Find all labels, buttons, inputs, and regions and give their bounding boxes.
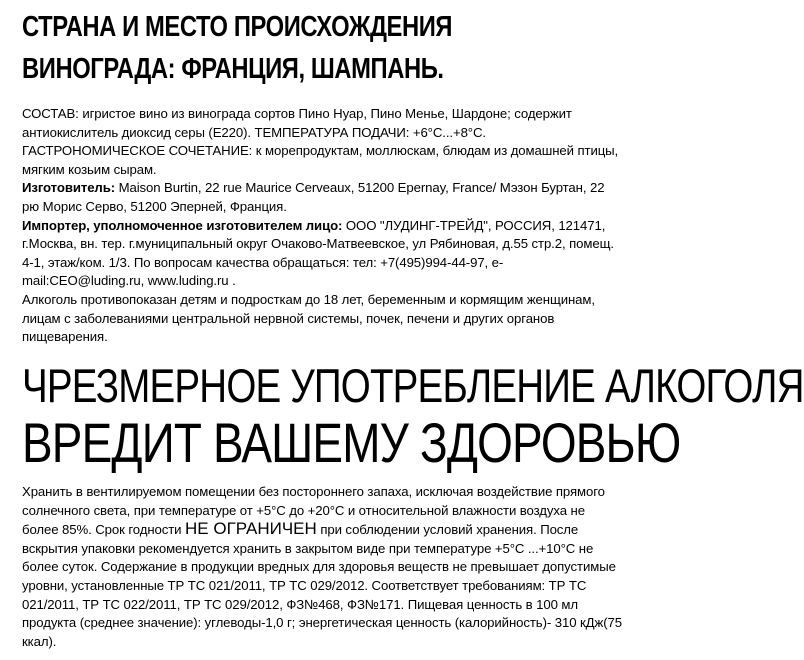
- storage-info-block: [22, 483, 622, 651]
- storage-paragraph: [22, 483, 622, 651]
- storage-text-part1: Хранить в вентилируемом помещении без постороннего запаха, исключая воздействие прямого солнечного света, при температуре от +5°С до +20°С и относительной влажности воздуха не более 85%. Срок годности: [22, 484, 605, 538]
- producer-text: Maison Burtin, 22 rue Maurice Cerveaux, 51200 Epernay, France/ Мэзон Буртан, 22 рю Морис Серво, 51200 Эперней, Франция.: [22, 180, 605, 214]
- shelf-life-emphasis: НЕ ОГРАНИЧЕН: [185, 519, 317, 539]
- producer-label: Изготовитель:: [22, 180, 116, 196]
- importer-text: ООО "ЛУДИНГ-ТРЕЙД", РОССИЯ, 121471, г.Москва, вн. тер. г.муниципальный округ Очаково-Матвеевское, ул Рябиновая, д.55 стр.2, помещ. 4-1, этаж/ком. 1/3. По вопросам качества обращаться: тел: +7(495)994-44-97, e-mail:CEO@luding.ru, www.luding.ru .: [22, 217, 614, 289]
- importer-paragraph: [22, 217, 622, 291]
- origin-heading-line2: ВИНОГРАДА: ФРАНЦИЯ, ШАМПАНЬ.: [22, 53, 444, 85]
- storage-text-part2: при соблюдении условий хранения. После вскрытия упаковки рекомендуется хранить в закрытом виде при температуре +5°С ...+10°С не более суток. Содержание в продукции вредных для здоровья веществ не превышает допустимые уровни, установленные ТР ТС 021/2011, ТР ТС 029/2012. Соответствует требованиям: ТР ТС 021/2011, ТР ТС 022/2011, ТР ТС 029/2012, ФЗ№468, ФЗ№171. Пищевая ценность в 100 мл продукта (среднее значение): углеводы-1,0 г; энергетическая ценность (калорийность)- 310 кДж(75 ккал).: [22, 522, 622, 649]
- origin-heading-line1: СТРАНА И МЕСТО ПРОИСХОЖДЕНИЯ: [22, 11, 453, 43]
- health-warning-line2: ВРЕДИТ ВАШЕМУ ЗДОРОВЬЮ: [22, 411, 681, 474]
- health-warning-line1: ЧРЕЗМЕРНОЕ УПОТРЕБЛЕНИЕ АЛКОГОЛЯ: [22, 359, 804, 412]
- gastronomy-text: ГАСТРОНОМИЧЕСКОЕ СОЧЕТАНИЕ: к морепродуктам, моллюскам, блюдам из домашней птицы, мягким козьим сырам.: [22, 143, 619, 177]
- origin-heading: [22, 6, 514, 90]
- producer-paragraph: [22, 179, 622, 216]
- label-info-block: [22, 105, 622, 347]
- importer-label: Импортер, уполномоченное изготовителем лицо:: [22, 217, 343, 233]
- contraindication-text: Алкоголь противопоказан детям и подросткам до 18 лет, беременным и кормящим женщинам, лицам с заболеваниями центральной нервной системы, почек, печени и других органов пищеварения.: [22, 291, 595, 345]
- composition-text: СОСТАВ: игристое вино из винограда сортов Пино Нуар, Пино Менье, Шардоне; содержит антиокислитель диоксид серы (Е220). ТЕМПЕРАТУРА ПОДАЧИ: +6°С...+8°С.: [22, 106, 572, 140]
